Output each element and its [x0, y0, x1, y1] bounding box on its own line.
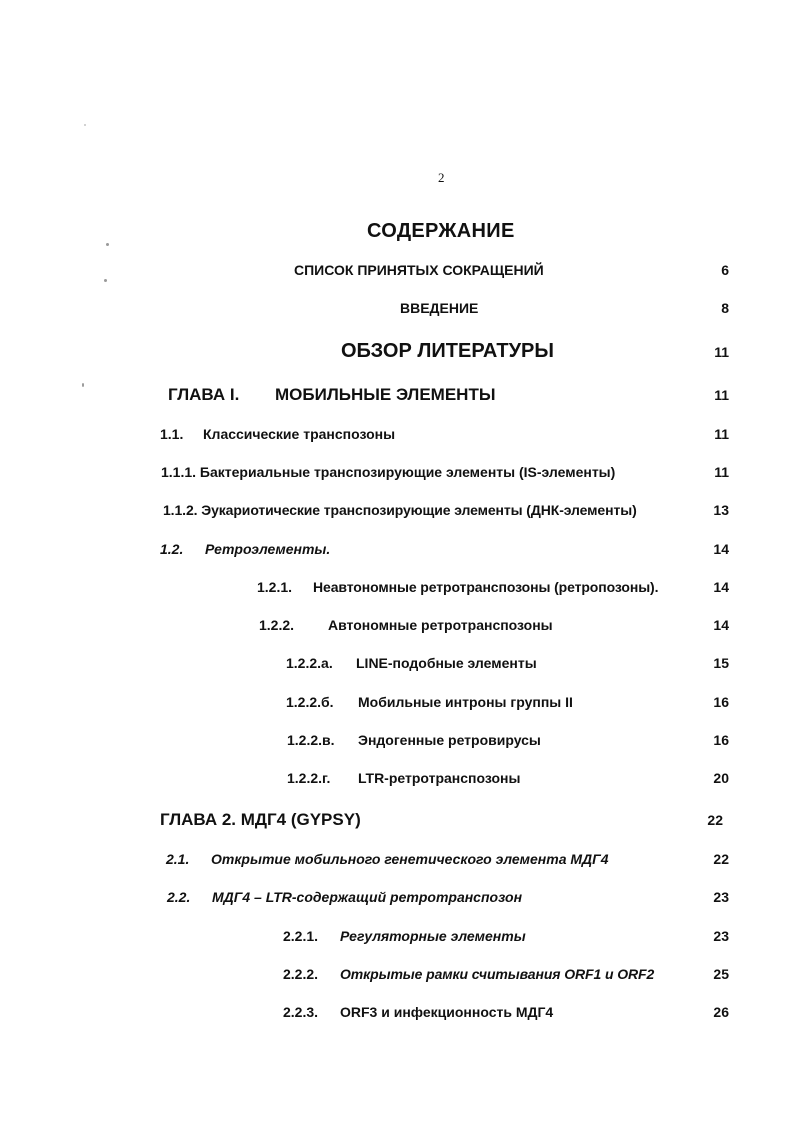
toc-entry-page: 23 [713, 889, 729, 905]
scan-speck [84, 124, 86, 126]
toc-entry-page: 14 [713, 617, 729, 633]
toc-entry-page: 23 [713, 928, 729, 944]
toc-entry-page: 11 [714, 387, 729, 403]
toc-entry-page: 22 [707, 812, 723, 828]
toc-entry-page: 26 [713, 1004, 729, 1020]
toc-entry-label: ВВЕДЕНИЕ [400, 300, 479, 316]
toc-entry-num: 2.2. [167, 889, 191, 905]
toc-entry-num: 1.2.2. [259, 617, 295, 633]
toc-entry-label: Регуляторные элементы [340, 928, 526, 944]
toc-title: СОДЕРЖАНИЕ [367, 220, 515, 242]
toc-entry-num: 1.2.2.г. [287, 770, 331, 786]
toc-entry-num: 1.2.2.в. [287, 732, 335, 748]
toc-entry-page: 20 [713, 770, 729, 786]
toc-entry-page: 14 [713, 579, 729, 595]
toc-entry-num: 1.1. [160, 426, 184, 442]
toc-entry-page: 25 [713, 966, 729, 982]
toc-entry-label: Ретроэлементы. [205, 541, 331, 557]
toc-entry-label: Автономные ретротранспозоны [328, 617, 553, 633]
toc-entry-num: 1.2.1. [257, 579, 293, 595]
toc-entry-num: 2.2.2. [283, 966, 319, 982]
toc-entry-num: 1.2.2.б. [286, 694, 334, 710]
toc-entry-page: 16 [713, 694, 729, 710]
toc-entry-label: ОБЗОР ЛИТЕРАТУРЫ [341, 340, 554, 362]
toc-entry-label: Мобильные интроны группы II [358, 694, 573, 710]
toc-entry-label: Открытие мобильного генетического элемента МДГ4 [211, 851, 609, 867]
scan-speck [104, 279, 107, 282]
toc-entry-num: 2.1. [166, 851, 190, 867]
toc-entry-num: 2.2.3. [283, 1004, 319, 1020]
toc-entry-page: 8 [721, 300, 729, 316]
toc-entry-label: ГЛАВА 2. МДГ4 (GYPSY) [160, 810, 361, 829]
toc-entry-label: МОБИЛЬНЫЕ ЭЛЕМЕНТЫ [275, 385, 496, 404]
toc-entry-label: МДГ4 – LTR-содержащий ретротранспозон [212, 889, 523, 905]
toc-entry-label: СПИСОК ПРИНЯТЫХ СОКРАЩЕНИЙ [294, 262, 544, 278]
toc-entry-page: 11 [714, 464, 729, 480]
toc-entry-page: 13 [713, 502, 729, 518]
toc-entry-page: 14 [713, 541, 729, 557]
toc-entry-page: 16 [713, 732, 729, 748]
toc-entry-page: 11 [714, 344, 729, 360]
toc-entry-page: 11 [714, 426, 729, 442]
toc-entry-num: 2.2.1. [283, 928, 319, 944]
toc-entry-label: 1.1.2. Эукариотические транспозирующие элементы (ДНК-элементы) [163, 502, 637, 518]
toc-entry-label: Неавтономные ретротранспозоны (ретропозоны). [313, 579, 659, 595]
toc-entry-label: ORF3 и инфекционность МДГ4 [340, 1004, 554, 1020]
toc-entry-label: Открытые рамки считывания ORF1 и ORF2 [340, 966, 655, 982]
scan-speck [106, 243, 109, 246]
toc-entry-label: LINE-подобные элементы [356, 655, 537, 671]
toc-entry-num: ГЛАВА I. [168, 385, 240, 404]
toc-entry-label: LTR-ретротранспозоны [358, 770, 521, 786]
toc-entry-page: 22 [713, 851, 729, 867]
toc-entry-num: 1.2. [160, 541, 184, 557]
toc-entry-label: 1.1.1. Бактериальные транспозирующие элементы (IS-элементы) [161, 464, 616, 480]
toc-entry-num: 1.2.2.а. [286, 655, 333, 671]
toc-entry-page: 6 [721, 262, 729, 278]
page-number: 2 [438, 170, 445, 185]
toc-entry-label: Эндогенные ретровирусы [358, 732, 541, 748]
scan-speck [82, 383, 84, 387]
toc-entry-label: Классические транспозоны [203, 426, 396, 442]
toc-entry-page: 15 [713, 655, 729, 671]
